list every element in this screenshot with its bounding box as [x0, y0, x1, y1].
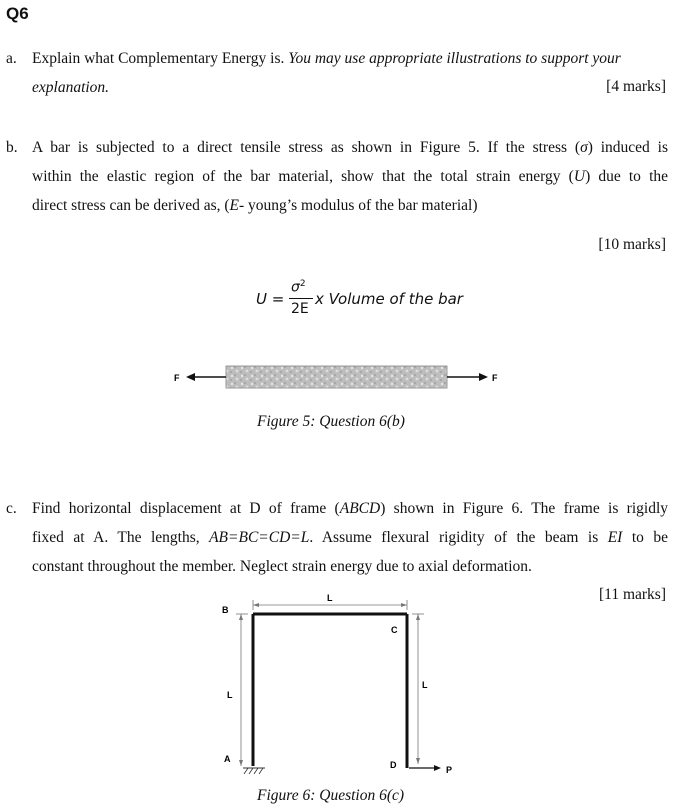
part-a-marks: [4 marks]	[606, 78, 666, 95]
figure-5-bar-diagram	[170, 358, 520, 402]
node-D-label: D	[390, 760, 397, 770]
part-a-text-italic: You may use appropriate illustrations to support your explanation.	[32, 50, 621, 96]
sigma-symbol: σ	[580, 139, 588, 156]
part-c-line-2-b: . Assume flexural rigidity of the beam is	[309, 529, 608, 546]
part-a-text-plain: Explain what Complementary Energy is.	[32, 50, 285, 67]
support-hatch-1	[244, 768, 248, 774]
formula-sigma: σ	[291, 279, 300, 296]
frame-name: ABCD	[339, 500, 381, 517]
part-b-marks: [10 marks]	[598, 236, 666, 253]
node-B-label: B	[222, 605, 229, 615]
figure-6-caption: Figure 6: Question 6(c)	[257, 787, 405, 804]
part-c-line-1	[32, 494, 668, 523]
part-b-line-2-b: ) due to the	[585, 168, 668, 185]
force-right-label: F	[492, 373, 498, 383]
part-b-line-1-a: A bar is subjected to a direct tensile stress as shown in Figure 5. If the stress (	[32, 139, 581, 156]
part-c-line-2-c: to be	[622, 529, 668, 546]
formula-exponent: 2	[299, 279, 306, 289]
part-a-text	[32, 44, 668, 102]
lengths-expression: AB=BC=CD=L	[209, 529, 310, 546]
right-arrow-head	[479, 373, 488, 381]
part-b-line-3-a: direct stress can be derived as, (	[32, 197, 230, 214]
EI-symbol: EI	[607, 529, 623, 546]
part-b-line-2-a: within the elastic region of the bar material, show that the total strain energy (	[32, 168, 574, 185]
dim-right-arrow-top	[416, 614, 420, 620]
figure-5-caption: Figure 5: Question 6(b)	[257, 413, 405, 430]
part-c-line-3: constant throughout the member. Neglect strain energy due to axial deformation.	[32, 558, 532, 575]
bar	[226, 366, 447, 388]
part-c-line-2	[32, 523, 668, 552]
support-hatch-4	[259, 768, 263, 774]
node-C-label: C	[391, 625, 398, 635]
E-symbol: E	[229, 197, 240, 214]
left-arrow-head	[186, 373, 195, 381]
part-b-line-3-b: - young’s modulus of the bar material)	[239, 197, 478, 214]
formula-rhs: x Volume of the bar	[315, 290, 463, 308]
node-A-label: A	[224, 754, 231, 764]
support-hatch-2	[249, 768, 253, 774]
part-a-label: a.	[6, 50, 17, 67]
figure-6-frame-diagram	[210, 588, 470, 783]
force-left-label: F	[174, 373, 180, 383]
dim-top-arrow-left	[253, 603, 259, 607]
part-c-line-1-a: Find horizontal displacement at D of frame (	[32, 500, 340, 517]
length-top-label: L	[327, 593, 333, 603]
length-right-label: L	[422, 680, 428, 690]
formula-numerator	[291, 279, 306, 296]
load-P-arrow	[434, 765, 441, 771]
question-title: Q6	[6, 4, 29, 23]
part-b-line-1	[32, 133, 668, 162]
formula-lhs: U =	[256, 290, 285, 308]
part-c-line-2-a: fixed at A. The lengths,	[32, 529, 210, 546]
formula-fraction-bar	[289, 298, 313, 299]
dim-left-arrow-bottom	[239, 760, 243, 766]
dim-left-arrow-top	[239, 614, 243, 620]
length-left-label: L	[227, 690, 233, 700]
support-hatch-3	[254, 768, 258, 774]
part-c-label: c.	[6, 500, 17, 517]
part-b-line-3	[32, 191, 668, 220]
part-b-line-2	[32, 162, 668, 191]
U-symbol: U	[573, 168, 586, 185]
part-b-label: b.	[6, 139, 18, 156]
dim-right-arrow-bottom	[416, 758, 420, 764]
part-b-line-1-b: ) induced is	[587, 139, 668, 156]
part-c-marks: [11 marks]	[598, 586, 666, 603]
load-P-label: P	[446, 765, 453, 775]
dim-top-arrow-right	[401, 603, 407, 607]
formula-denominator: 2E	[291, 301, 309, 317]
part-c-line-1-b: ) shown in Figure 6. The frame is rigidly	[380, 500, 668, 517]
